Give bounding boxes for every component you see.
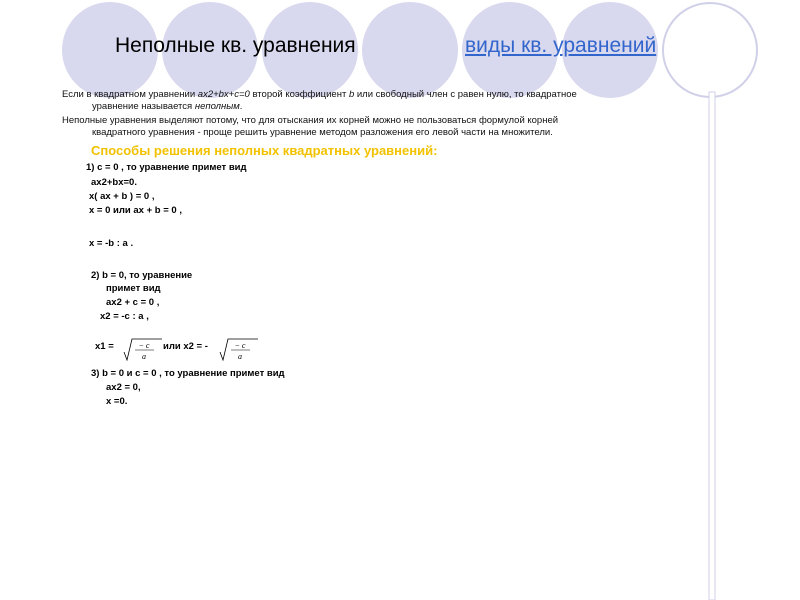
fraction-numerator: − c bbox=[234, 341, 246, 350]
fraction-denominator: a bbox=[142, 352, 146, 361]
term-incomplete: неполным bbox=[194, 101, 240, 112]
case2-root2-label: или x2 = - bbox=[163, 341, 208, 352]
fraction-numerator: − c bbox=[138, 341, 150, 350]
case2-root1-label: x1 = bbox=[95, 341, 114, 352]
deco-frame bbox=[709, 92, 715, 600]
case1-title: 1) c = 0 , то уравнение примет вид bbox=[86, 162, 247, 173]
case2-line: ax2 + c = 0 , bbox=[106, 297, 160, 308]
page-title: Неполные кв. уравнения bbox=[115, 34, 356, 57]
case1-line: x( ax + b ) = 0 , bbox=[89, 191, 155, 202]
case2-title: 2) b = 0, то уравнение bbox=[91, 270, 193, 281]
deco-circle-7 bbox=[663, 3, 757, 97]
case1-line: ax2+bx=0. bbox=[91, 177, 137, 188]
deco-circle-4 bbox=[363, 3, 457, 97]
case2-line: x2 = -c : a , bbox=[100, 311, 149, 322]
intro-text: . bbox=[239, 101, 243, 112]
case2-title-cont: примет вид bbox=[106, 283, 161, 294]
case1-line: x = 0 или ax + b = 0 , bbox=[89, 205, 182, 216]
intro-paragraph-1 bbox=[62, 89, 702, 113]
sqrt-fraction-1 bbox=[122, 338, 164, 362]
section-heading: Способы решения неполных квадратных уравнений: bbox=[91, 143, 438, 158]
intro-paragraph-2 bbox=[62, 115, 702, 139]
case3-line: ax2 = 0, bbox=[106, 382, 141, 393]
types-of-equations-link[interactable]: виды кв. уравнений bbox=[465, 34, 657, 57]
sqrt-fraction-2 bbox=[218, 338, 260, 362]
fraction-denominator: a bbox=[238, 352, 242, 361]
intro-indent-line bbox=[62, 101, 702, 113]
intro-text: квадратного уравнения - проще решить уравнение методом разложения его левой части на множители. bbox=[92, 127, 553, 138]
case1-result: x = -b : a . bbox=[89, 238, 134, 249]
intro-text: Если в квадратном уравнении bbox=[62, 89, 198, 100]
intro-text: второй коэффициент bbox=[249, 89, 349, 100]
variable-b: b bbox=[348, 89, 355, 100]
case3-result: x =0. bbox=[106, 396, 128, 407]
intro-text: уравнение называется bbox=[92, 101, 195, 112]
intro-text: Неполные уравнения выделяют потому, что для отыскания их корней можно не пользоваться формулой корней bbox=[62, 115, 559, 126]
case3-title: 3) b = 0 и c = 0 , то уравнение примет вид bbox=[91, 368, 285, 379]
intro-text: или свободный член с равен нулю, то квадратное bbox=[354, 89, 577, 100]
equation-inline: ax2+bx+c=0 bbox=[197, 89, 250, 100]
